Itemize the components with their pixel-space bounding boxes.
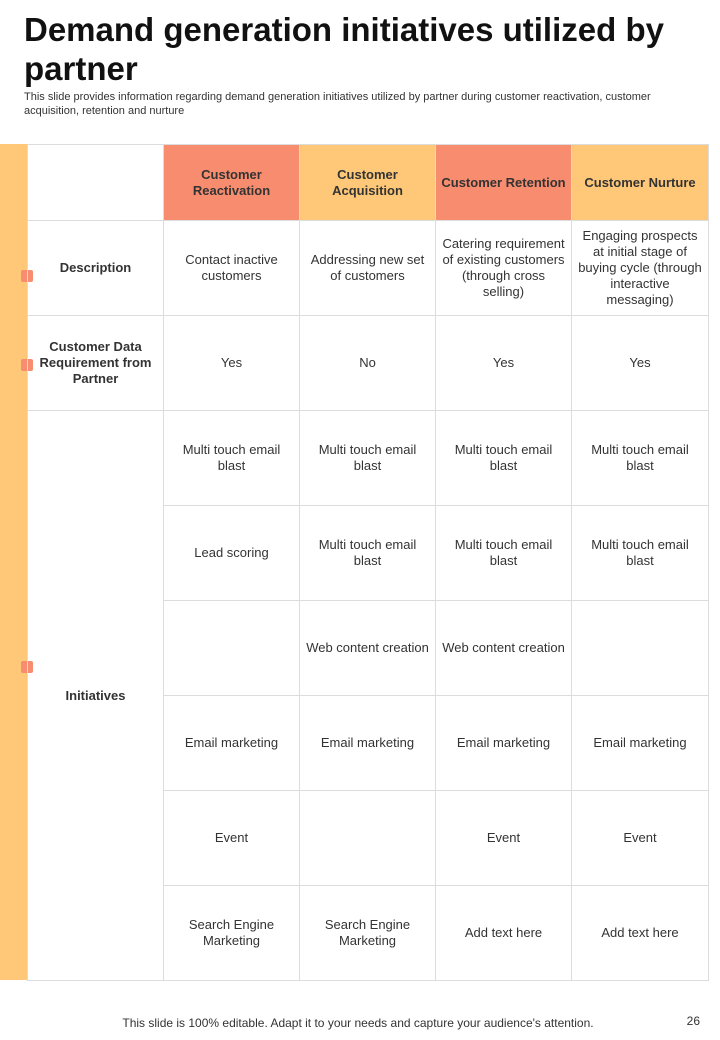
page-subtitle: This slide provides information regarding demand generation initiatives utilized by partner during customer reactivation, customer acquisition, retention and nurture <box>24 91 651 117</box>
table-cell: Add text here <box>572 886 709 981</box>
table-cell: Contact inactive customers <box>164 221 300 316</box>
table-cell: Web content creation <box>436 601 572 696</box>
table-cell: Yes <box>572 316 709 411</box>
table-row <box>28 411 709 506</box>
row-label-data-requirement: Customer Data Requirement from Partner <box>28 316 164 411</box>
table-cell: Multi touch email blast <box>300 411 436 506</box>
table-cell: Search Engine Marketing <box>164 886 300 981</box>
page-number: 26 <box>686 1014 700 1028</box>
table-row <box>28 316 709 411</box>
table-header-row <box>28 145 709 221</box>
page-title: Demand generation initiatives utilized by partner <box>24 11 664 87</box>
column-header-nurture: Customer Nurture <box>572 145 709 221</box>
table-cell: Yes <box>164 316 300 411</box>
row-label-initiatives: Initiatives <box>28 411 164 981</box>
table-cell: Multi touch email blast <box>436 411 572 506</box>
table-cell: Yes <box>436 316 572 411</box>
row-label-description: Description <box>28 221 164 316</box>
table-corner-cell <box>28 145 164 221</box>
column-header-reactivation: Customer Reactivation <box>164 145 300 221</box>
table-cell: No <box>300 316 436 411</box>
table-cell: Multi touch email blast <box>436 506 572 601</box>
table-cell: Search Engine Marketing <box>300 886 436 981</box>
table-cell: Event <box>436 791 572 886</box>
table-cell: Event <box>164 791 300 886</box>
table-cell: Multi touch email blast <box>572 411 709 506</box>
table-cell: Engaging prospects at initial stage of buying cycle (through interactive messaging) <box>572 221 709 316</box>
table-cell <box>300 791 436 886</box>
table-cell: Email marketing <box>436 696 572 791</box>
table-cell: Multi touch email blast <box>572 506 709 601</box>
table-cell: Catering requirement of existing customers (through cross selling) <box>436 221 572 316</box>
footer-note <box>0 1016 720 1030</box>
table-cell: Multi touch email blast <box>164 411 300 506</box>
table-cell: Email marketing <box>164 696 300 791</box>
table-cell: Web content creation <box>300 601 436 696</box>
table-row <box>28 221 709 316</box>
table-cell: Multi touch email blast <box>300 506 436 601</box>
column-header-retention: Customer Retention <box>436 145 572 221</box>
table-cell: Add text here <box>436 886 572 981</box>
table-cell: Lead scoring <box>164 506 300 601</box>
footer-text: This slide is 100% editable. Adapt it to your needs and capture your audience's attention. <box>122 1016 594 1030</box>
column-header-acquisition: Customer Acquisition <box>300 145 436 221</box>
table-cell <box>164 601 300 696</box>
initiatives-table <box>27 144 709 981</box>
table-cell: Addressing new set of customers <box>300 221 436 316</box>
table-cell: Email marketing <box>300 696 436 791</box>
table-cell: Email marketing <box>572 696 709 791</box>
table-cell <box>572 601 709 696</box>
table-cell: Event <box>572 791 709 886</box>
